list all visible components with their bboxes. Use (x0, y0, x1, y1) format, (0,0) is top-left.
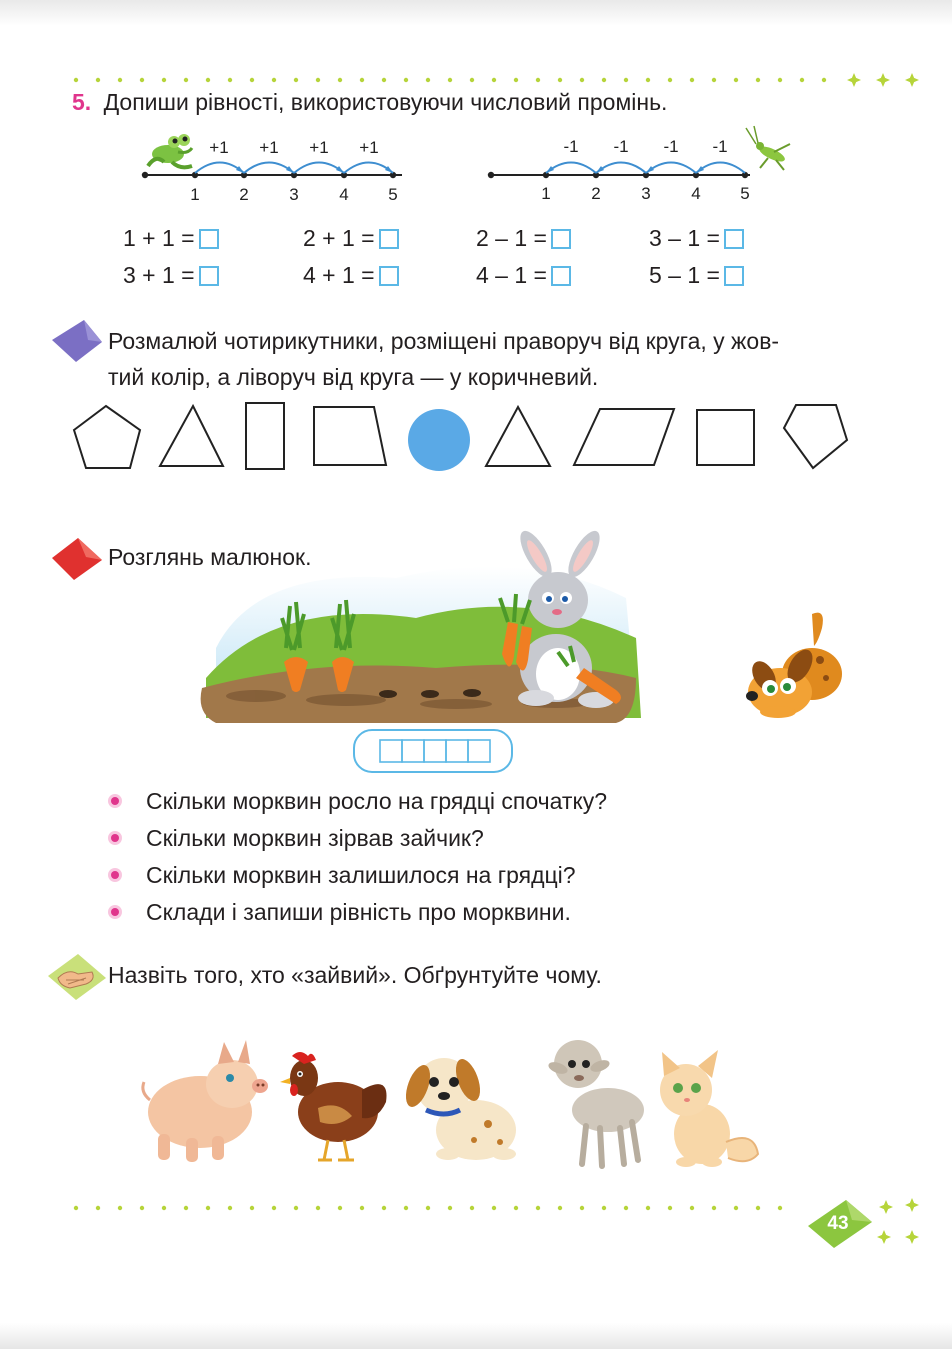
puppy-icon[interactable] (401, 1056, 516, 1160)
bottom-shade (0, 1323, 952, 1349)
question-3: Скільки морквин залишилося на грядці? (146, 862, 576, 888)
pentagon-shape[interactable] (784, 405, 847, 468)
tick-label: 2 (239, 185, 249, 204)
odd-task-title: Назвіть того, хто «зайвий». Обґрунтуйте чому. (108, 962, 602, 988)
question-2: Скільки морквин зірвав зайчик? (146, 825, 484, 851)
parallelogram-shape[interactable] (574, 409, 674, 465)
triangle-shape[interactable] (160, 406, 223, 466)
lamb-icon[interactable] (547, 1040, 644, 1166)
frog-icon (148, 134, 192, 167)
tick-label: 5 (388, 185, 398, 204)
task-number: 5. (72, 89, 92, 115)
kitten-icon[interactable] (660, 1050, 758, 1167)
page-number: 43 (827, 1213, 849, 1234)
bullet-icon (111, 834, 119, 842)
jump-label: +1 (359, 138, 379, 157)
task5-title: Допиши рівності, використовуючи числовий промінь. (103, 89, 668, 115)
tick-label: 4 (691, 184, 701, 203)
equation: 1 + 1 = (123, 225, 219, 252)
number-line-plus (138, 126, 418, 208)
handshake-icon (44, 950, 110, 1004)
tick-label: 4 (339, 185, 349, 204)
number-line-minus (484, 124, 804, 208)
jump-label: -1 (563, 137, 579, 156)
equation: 4 – 1 = (476, 262, 571, 289)
jump-label: +1 (209, 138, 229, 157)
question-4: Склади і запиши рівність про морквини. (146, 899, 571, 925)
equation: 2 – 1 = (476, 225, 571, 252)
triangle-shape[interactable] (486, 407, 550, 466)
pentagon-shape[interactable] (74, 406, 140, 468)
trapezoid-shape[interactable] (314, 407, 386, 465)
jump-label: -1 (613, 137, 629, 156)
answer-box[interactable] (724, 266, 744, 286)
bullet-icon (111, 908, 119, 916)
jump-label: +1 (309, 138, 329, 157)
answer-box[interactable] (551, 266, 571, 286)
tick-label: 1 (190, 185, 200, 204)
tick-label: 3 (289, 185, 299, 204)
bullet-icon (111, 871, 119, 879)
tick-label: 1 (541, 184, 551, 203)
red-diamond-icon (48, 536, 106, 582)
dog-icon (742, 604, 850, 724)
hen-icon[interactable] (280, 1052, 387, 1160)
purple-diamond-icon (48, 318, 106, 364)
garden-illustration (196, 528, 656, 728)
pig-icon[interactable] (143, 1040, 268, 1162)
shapes-instruction-1: Розмалюй чотирикутники, розміщені праворуч від круга, у жов- (108, 328, 780, 354)
rectangle-shape[interactable] (246, 403, 284, 469)
grasshopper-icon (746, 126, 790, 170)
jump-label: +1 (259, 138, 279, 157)
top-shade (0, 0, 952, 26)
jump-label: -1 (663, 137, 679, 156)
equation: 4 + 1 = (303, 262, 399, 289)
page-number-badge (804, 1196, 876, 1250)
answer-box[interactable] (551, 229, 571, 249)
shapes-instruction-2: тий колір, а ліворуч від круга — у коричневий. (108, 364, 599, 390)
tick-label: 5 (740, 184, 750, 203)
equation: 3 + 1 = (123, 262, 219, 289)
answer-box[interactable] (379, 266, 399, 286)
answer-frame (352, 728, 516, 776)
shapes-row (68, 398, 858, 478)
jump-label: -1 (712, 137, 728, 156)
answer-box[interactable] (379, 229, 399, 249)
tick-label: 2 (591, 184, 601, 203)
circle-shape[interactable] (408, 409, 470, 471)
equation: 3 – 1 = (649, 225, 744, 252)
bullet-icon (111, 797, 119, 805)
picture-task-title: Розглянь малюнок. (108, 544, 312, 570)
top-divider (60, 70, 940, 90)
tick-label: 3 (641, 184, 651, 203)
answer-box[interactable] (199, 266, 219, 286)
equation: 2 + 1 = (303, 225, 399, 252)
question-1: Скільки морквин росло на грядці спочатку? (146, 788, 608, 814)
equation: 5 – 1 = (649, 262, 744, 289)
animals-row (138, 1030, 768, 1175)
square-shape[interactable] (697, 410, 754, 465)
task5-header (72, 88, 667, 116)
answer-box[interactable] (199, 229, 219, 249)
answer-box[interactable] (724, 229, 744, 249)
